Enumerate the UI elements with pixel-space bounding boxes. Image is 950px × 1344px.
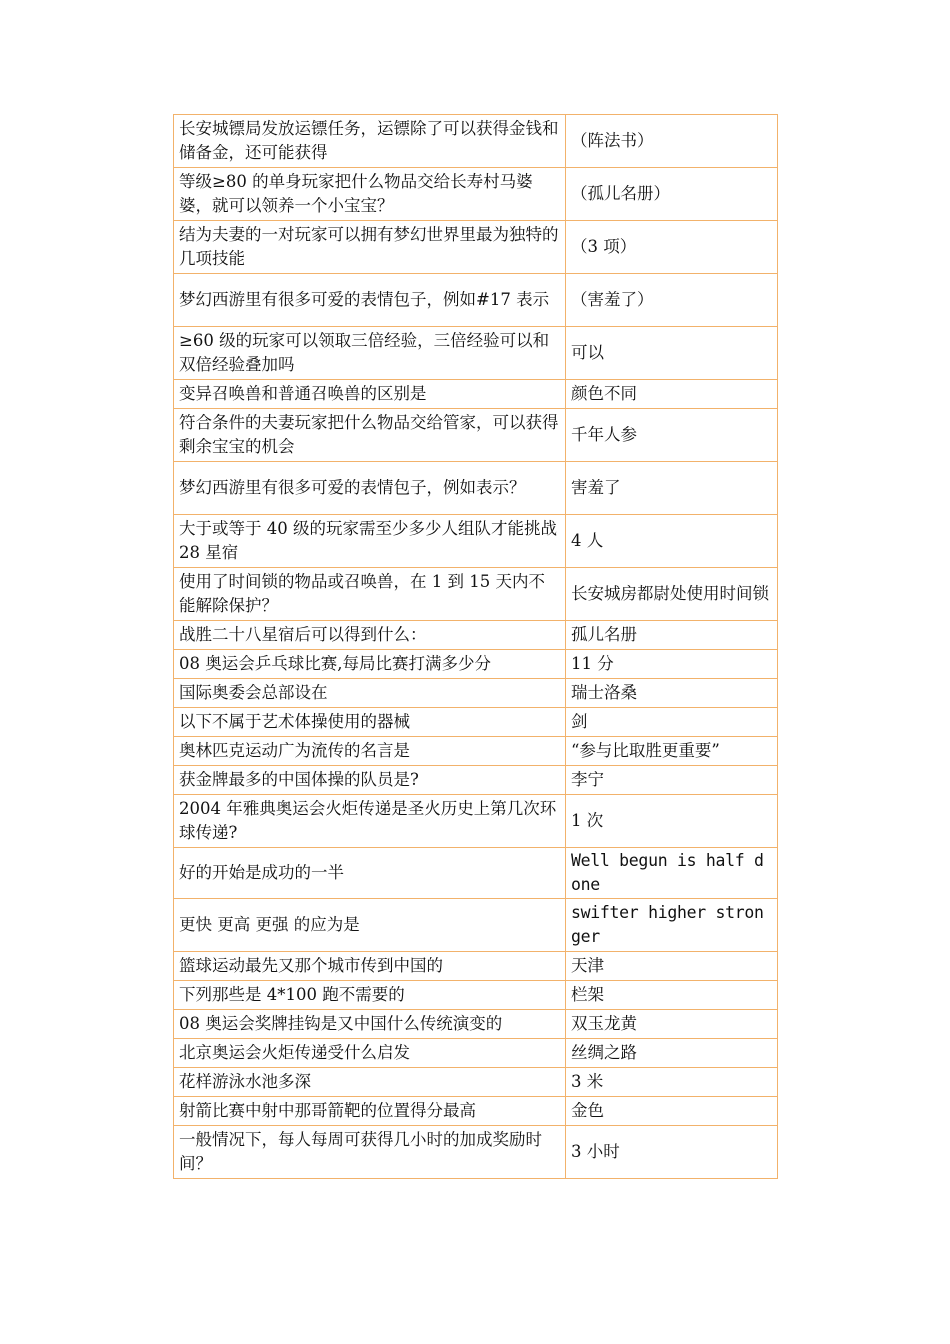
answer-cell: 1 次	[566, 795, 778, 848]
question-cell: 花样游泳水池多深	[174, 1068, 566, 1097]
answer-cell: （阵法书）	[566, 115, 778, 168]
answer-cell: 金色	[566, 1097, 778, 1126]
question-cell: 下列那些是 4*100 跑不需要的	[174, 981, 566, 1010]
table-row	[174, 737, 778, 766]
answer-cell: swifter higher stronger	[566, 899, 778, 952]
question-cell: 射箭比赛中射中那哥箭靶的位置得分最高	[174, 1097, 566, 1126]
question-cell: 更快 更高 更强 的应为是	[174, 899, 566, 952]
table-row	[174, 621, 778, 650]
answer-cell: “参与比取胜更重要”	[566, 737, 778, 766]
table-row	[174, 795, 778, 848]
table-row	[174, 515, 778, 568]
answer-cell: 天津	[566, 952, 778, 981]
question-cell: 战胜二十八星宿后可以得到什么：	[174, 621, 566, 650]
answer-cell: 3 小时	[566, 1126, 778, 1179]
question-cell: 使用了时间锁的物品或召唤兽，在 1 到 15 天内不能解除保护？	[174, 568, 566, 621]
table-row	[174, 1068, 778, 1097]
table-row	[174, 568, 778, 621]
answer-cell: 李宁	[566, 766, 778, 795]
table-row	[174, 409, 778, 462]
answer-cell: 4 人	[566, 515, 778, 568]
answer-cell: 可以	[566, 327, 778, 380]
table-row	[174, 1039, 778, 1068]
question-cell: 一般情况下，每人每周可获得几小时的加成奖励时间？	[174, 1126, 566, 1179]
question-cell: 08 奥运会乒乓球比赛,每局比赛打满多少分	[174, 650, 566, 679]
question-cell: 大于或等于 40 级的玩家需至少多少人组队才能挑战 28 星宿	[174, 515, 566, 568]
table-row	[174, 1126, 778, 1179]
table-row	[174, 952, 778, 981]
answer-cell: 瑞士洛桑	[566, 679, 778, 708]
question-cell: 等级≥80 的单身玩家把什么物品交给长寿村马婆婆，就可以领养一个小宝宝？	[174, 168, 566, 221]
question-cell: 奥林匹克运动广为流传的名言是	[174, 737, 566, 766]
answer-cell: 11 分	[566, 650, 778, 679]
question-cell: 北京奥运会火炬传递受什么启发	[174, 1039, 566, 1068]
question-cell: 好的开始是成功的一半	[174, 848, 566, 899]
table-row	[174, 848, 778, 899]
question-cell: 变异召唤兽和普通召唤兽的区别是	[174, 380, 566, 409]
table-row	[174, 679, 778, 708]
answer-cell: 3 米	[566, 1068, 778, 1097]
question-cell: 梦幻西游里有很多可爱的表情包子，例如表示？	[174, 462, 566, 515]
answer-cell: 双玉龙黄	[566, 1010, 778, 1039]
table-row	[174, 899, 778, 952]
question-cell: ≥60 级的玩家可以领取三倍经验，三倍经验可以和双倍经验叠加吗	[174, 327, 566, 380]
question-cell: 08 奥运会奖牌挂钩是又中国什么传统演变的	[174, 1010, 566, 1039]
table-row	[174, 981, 778, 1010]
table-row	[174, 1010, 778, 1039]
table-row	[174, 462, 778, 515]
answer-cell: 长安城房都尉处使用时间锁	[566, 568, 778, 621]
table-row	[174, 274, 778, 327]
table-row	[174, 1097, 778, 1126]
table-row	[174, 708, 778, 737]
table-row	[174, 766, 778, 795]
table-row	[174, 168, 778, 221]
question-cell: 结为夫妻的一对玩家可以拥有梦幻世界里最为独特的几项技能	[174, 221, 566, 274]
answer-cell: 栏架	[566, 981, 778, 1010]
table-row	[174, 327, 778, 380]
answer-cell: 孤儿名册	[566, 621, 778, 650]
table-row	[174, 221, 778, 274]
answer-cell: 剑	[566, 708, 778, 737]
question-cell: 国际奥委会总部设在	[174, 679, 566, 708]
question-cell: 获金牌最多的中国体操的队员是?	[174, 766, 566, 795]
answer-cell: （3 项）	[566, 221, 778, 274]
question-cell: 符合条件的夫妻玩家把什么物品交给管家，可以获得剩余宝宝的机会	[174, 409, 566, 462]
table-row	[174, 115, 778, 168]
qa-table-body	[174, 115, 778, 1179]
answer-cell: 害羞了	[566, 462, 778, 515]
answer-cell: Well begun is half done	[566, 848, 778, 899]
question-cell: 梦幻西游里有很多可爱的表情包子，例如#17 表示	[174, 274, 566, 327]
table-row	[174, 380, 778, 409]
answer-cell: 千年人参	[566, 409, 778, 462]
answer-cell: （孤儿名册）	[566, 168, 778, 221]
answer-cell: （害羞了）	[566, 274, 778, 327]
question-cell: 长安城镖局发放运镖任务，运镖除了可以获得金钱和储备金，还可能获得	[174, 115, 566, 168]
qa-table	[173, 114, 778, 1179]
answer-cell: 颜色不同	[566, 380, 778, 409]
answer-cell: 丝绸之路	[566, 1039, 778, 1068]
question-cell: 以下不属于艺术体操使用的器械	[174, 708, 566, 737]
question-cell: 2004 年雅典奥运会火炬传递是圣火历史上第几次环球传递?	[174, 795, 566, 848]
question-cell: 篮球运动最先又那个城市传到中国的	[174, 952, 566, 981]
table-row	[174, 650, 778, 679]
